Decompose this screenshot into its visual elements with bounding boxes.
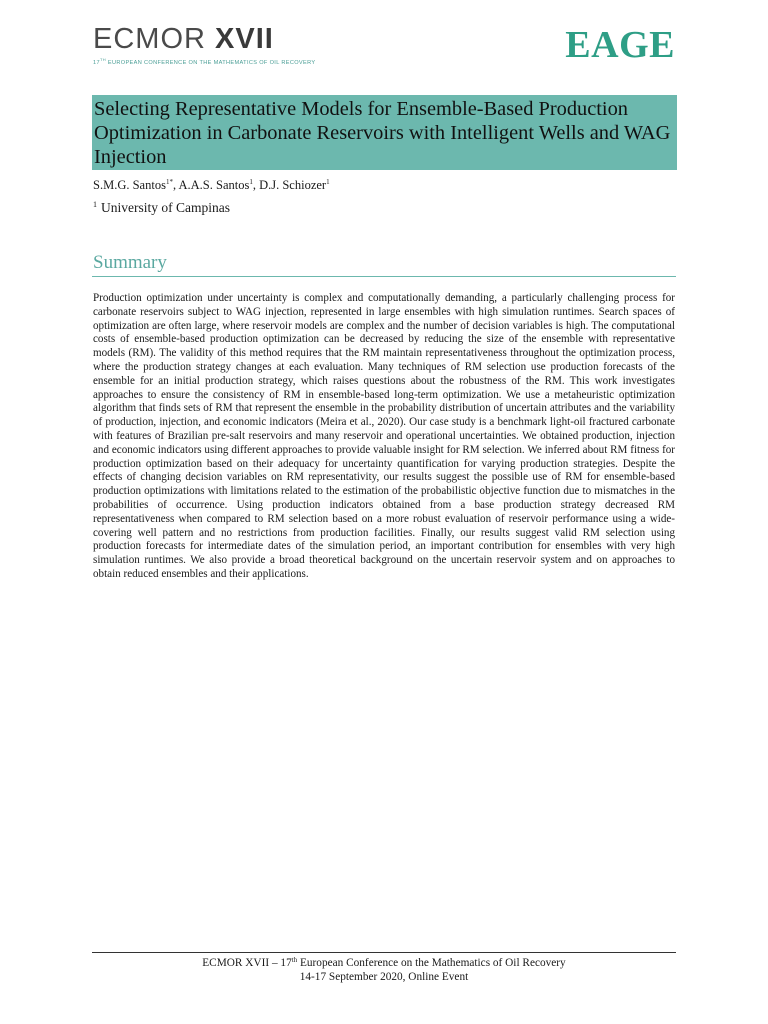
summary-divider: [92, 276, 676, 277]
affiliation: [93, 200, 230, 216]
conference-logo: [93, 24, 315, 66]
eage-logo: EAGE: [565, 24, 675, 66]
title-banner: [92, 95, 677, 170]
page-footer: [92, 953, 676, 984]
conference-logo-numeral: XVII: [215, 23, 274, 55]
affiliation-name: University of Campinas: [101, 200, 230, 215]
author-affiliation-mark: 1*: [165, 178, 173, 186]
paper-title: Selecting Representative Models for Ensemble-Based Production Optimization in Carbonate Reservoirs with Intelligent Wells and WAG Injection: [94, 98, 671, 168]
footer-conference-line: [92, 953, 676, 970]
conference-logo-wordmark: [93, 24, 315, 54]
author-list: [93, 178, 330, 193]
conference-logo-subtitle: [93, 57, 315, 66]
footer-date-line: 14-17 September 2020, Online Event: [299, 971, 469, 983]
summary-body: Production optimization under uncertainty is complex and computationally demanding, a particularly challenging process for carbonate reservoirs subject to WAG injection, represented in large ensembles with high simulation runtimes. Search spaces of optimization are often large, where reservoir models are complex and the number of decision variables is high. The computational costs of ensemble-based production optimization can be decreased by reducing the size of the ensemble with representative models (RM). The validity of this method requires that the RM maintain representativeness throughout the optimization process, where the production strategy changes at each evaluation. Many techniques of RM selection use production forecasts of the ensemble for an initial production strategy, which raises questions about the robustness of the RM. This work investigates approaches to ensure the consistency of RM in ensemble-based long-term optimization. We use a metaheuristic optimization algorithm that finds sets of RM that represent the ensemble in the probability distribution of uncertain attributes and the variability of production, injection, and economic indicators (Meira et al., 2020). Our case study is a benchmark light-oil fractured carbonate with features of Brazilian pre-salt reservoirs and many reservoir and operational uncertainties. We obtained production, injection and economic indicators using different approaches to provide valuable insight for RM selection. We inferred about RM fitness for production optimization based on their adequacy for uncertainty quantification for varying production strategies. Despite the effects of changing decision variables on RM representativity, our results suggest the possible use of RM for ensemble-based production optimizations with limitations related to the estimation of the probabilistic objective function due to mismatches in the probabilities of occurrence. Using production indicators obtained from a base production strategy decreased RM representativeness when compared to RM selection based on a more robust evaluation of reservoir performance using a wide-covering well pattern and no restrictions from production facilities. Finally, our results suggest valid RM selection using production forecasts for intermediate dates of the simulation period, an important contribution for ensembles with very high simulation runtimes. We also provide a broad theoretical background on the uncertain reservoir system and on approaches to obtain reduced ensembles and their applications.: [93, 292, 675, 580]
subtitle-ordinal: TH: [99, 57, 106, 62]
subtitle-text: EUROPEAN CONFERENCE ON THE MATHEMATICS OF OIL RECOVERY: [105, 59, 316, 66]
author-separator: ,: [252, 178, 260, 192]
author-separator: ,: [172, 178, 179, 192]
footer-conference-rest: European Conference on the Mathematics of Oil Recovery: [297, 957, 566, 969]
author-name: S.M.G. Santos: [93, 178, 166, 192]
conference-logo-name: ECMOR: [93, 23, 206, 55]
subtitle-number: 17: [93, 59, 100, 66]
summary-heading: Summary: [93, 252, 167, 273]
affiliation-mark: 1: [93, 200, 97, 209]
author-affiliation-mark: 1: [326, 178, 330, 186]
footer-conference-prefix: ECMOR XVII – 17: [202, 957, 292, 969]
author-name: D.J. Schiozer: [259, 178, 327, 192]
author-name: A.A.S. Santos: [178, 178, 250, 192]
footer-ordinal: th: [291, 956, 298, 964]
author-affiliation-mark: 1: [249, 178, 253, 186]
